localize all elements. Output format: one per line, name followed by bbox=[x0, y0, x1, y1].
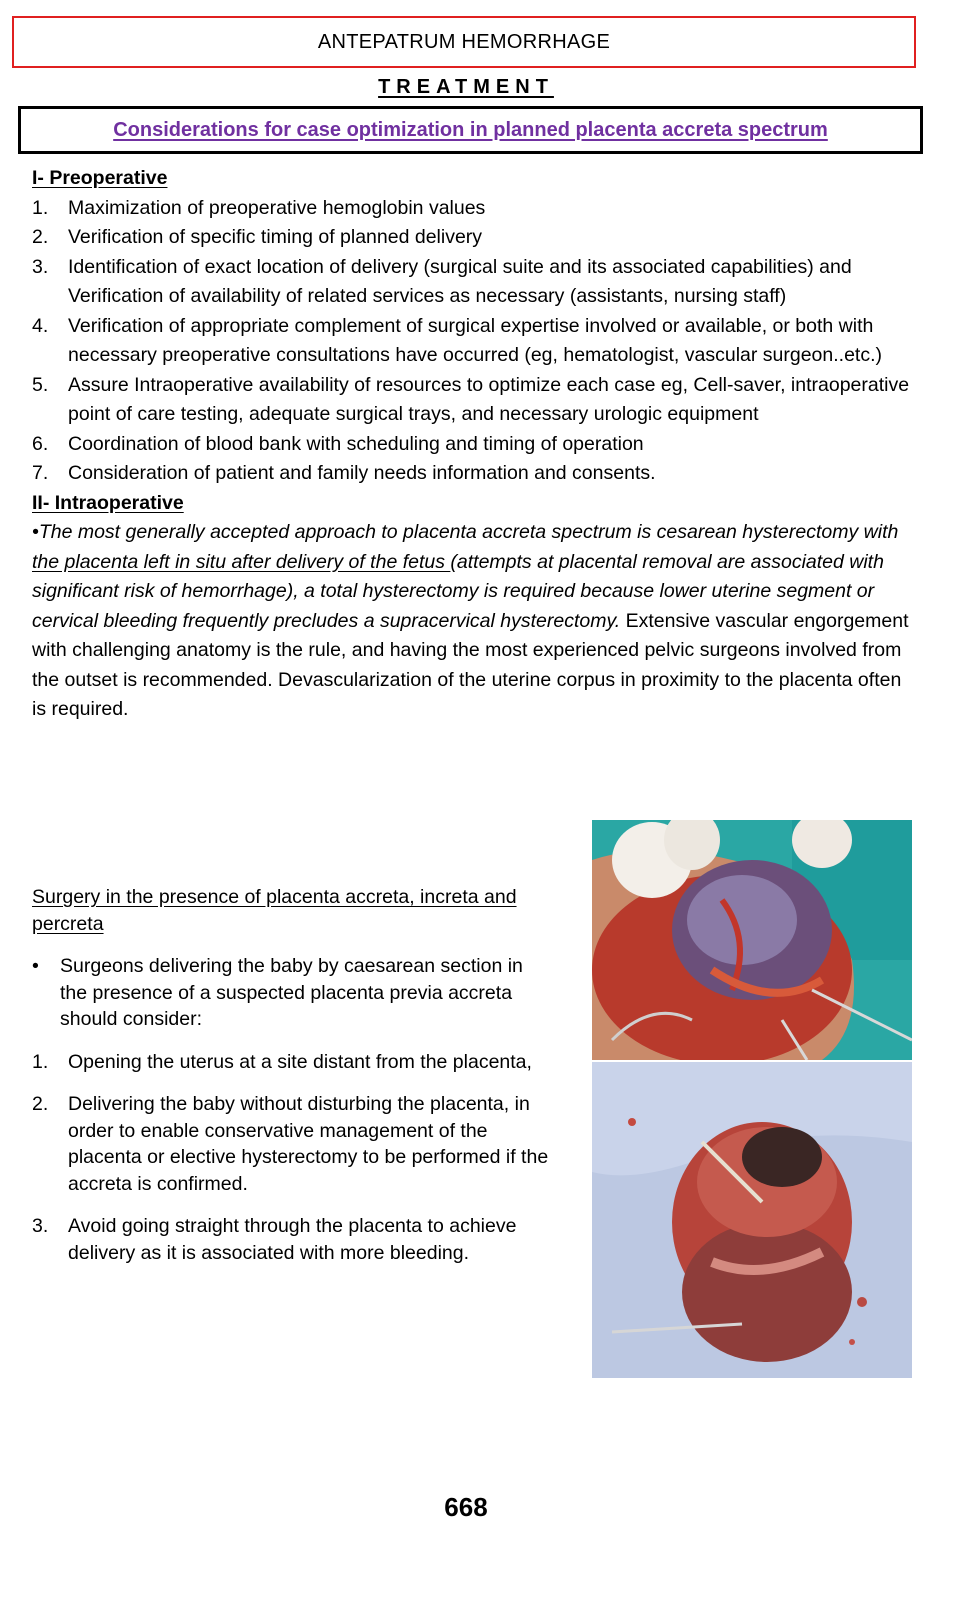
page-number: 668 bbox=[444, 1492, 488, 1522]
treatment-title: TREATMENT bbox=[378, 76, 554, 98]
intraoperative-italic-1: •The most generally accepted approach to placenta accreta spectrum is cesarean hysterectomy with bbox=[32, 521, 899, 543]
intraoperative-italic-underlined: the placenta left in situ after delivery of the fetus bbox=[32, 550, 451, 573]
list-item bbox=[32, 459, 912, 489]
list-item bbox=[32, 223, 912, 253]
intraoperative-normal: Extensive vascular engorgement with challenging anatomy is the rule, and having the most experienced pelvic surgeons involved from the outset is recommended. Devascularization of the uterine corpus in proximity to the placenta often is required. bbox=[32, 609, 909, 720]
list-text: Coordination of blood bank with scheduling and timing of operation bbox=[68, 432, 644, 455]
intraoperative-heading: II- Intraoperative bbox=[32, 491, 184, 514]
page-header bbox=[12, 16, 916, 68]
list-item bbox=[32, 312, 912, 371]
list-text: Consideration of patient and family needs information and consents. bbox=[68, 462, 656, 484]
bullet-icon: • bbox=[32, 955, 39, 977]
surgery-heading: Surgery in the presence of placenta accreta, increta and percreta bbox=[32, 886, 517, 935]
list-item bbox=[32, 1213, 552, 1266]
specimen-photo-graphic bbox=[592, 1062, 912, 1378]
list-number: 2. bbox=[32, 226, 49, 248]
list-text: Opening the uterus at a site distant from the placenta, bbox=[68, 1050, 532, 1073]
list-text: Assure Intraoperative availability of resources to optimize each case eg, Cell-saver, intraoperative point of care testing, adequate surgical trays, and necessary urologic equipment bbox=[68, 373, 910, 425]
treatment-title-row bbox=[0, 76, 932, 99]
list-item bbox=[32, 1091, 552, 1197]
list-number: 1. bbox=[32, 196, 49, 219]
header-title: ANTEPATRUM HEMORRHAGE bbox=[317, 30, 611, 53]
considerations-title: Considerations for case optimization in planned placenta accreta spectrum bbox=[113, 118, 828, 141]
list-number: 7. bbox=[32, 462, 49, 484]
list-number: 6. bbox=[32, 432, 49, 455]
list-number: 2. bbox=[32, 1093, 49, 1115]
list-text: Delivering the baby without disturbing the placenta, in order to enable conservative management of the placenta or elective hysterectomy to be performed if the accreta is confirmed. bbox=[68, 1093, 549, 1195]
surgical-photo-in-situ-graphic bbox=[592, 820, 912, 1060]
list-item bbox=[32, 371, 912, 430]
bullet-text: Surgeons delivering the baby by caesarean section in the presence of a suspected placenta previa accreta should consider: bbox=[60, 955, 523, 1030]
preoperative-list bbox=[32, 194, 912, 489]
intraoperative-italic-2: (attempts at placental removal are associated with significant risk of hemorrhage), a total hysterectomy is required because lower uterine segment or cervical bleeding frequently precludes a supracervical hysterectomy. bbox=[32, 550, 884, 632]
list-number: 4. bbox=[32, 314, 49, 337]
considerations-box bbox=[18, 106, 923, 154]
list-text: Maximization of preoperative hemoglobin values bbox=[68, 196, 486, 219]
surgery-section bbox=[32, 884, 552, 1282]
list-item bbox=[32, 430, 912, 460]
surgical-photo-in-situ bbox=[592, 820, 912, 1060]
list-text: Verification of appropriate complement of surgical expertise involved or available, or both with necessary preoperative consultations have occurred (eg, hematologist, vascular surgeon..etc.) bbox=[68, 314, 883, 366]
list-item bbox=[32, 1049, 552, 1076]
list-number: 3. bbox=[32, 255, 49, 278]
list-text: Verification of specific timing of planned delivery bbox=[68, 226, 483, 248]
specimen-photo bbox=[592, 1062, 912, 1378]
list-text: Avoid going straight through the placenta to achieve delivery as it is associated with more bleeding. bbox=[68, 1215, 517, 1264]
preoperative-heading: I- Preoperative bbox=[32, 167, 168, 189]
main-text-block bbox=[32, 164, 912, 725]
list-text: Identification of exact location of delivery (surgical suite and its associated capabilities) and Verification of availability of related services as necessary (assistants, nursing staff) bbox=[68, 255, 852, 307]
list-number: 1. bbox=[32, 1050, 49, 1073]
list-number: 5. bbox=[32, 373, 49, 396]
list-item bbox=[32, 194, 912, 224]
bullet-item bbox=[32, 953, 552, 1033]
list-number: 3. bbox=[32, 1215, 49, 1237]
list-item bbox=[32, 253, 912, 312]
intraoperative-paragraph bbox=[32, 518, 912, 725]
